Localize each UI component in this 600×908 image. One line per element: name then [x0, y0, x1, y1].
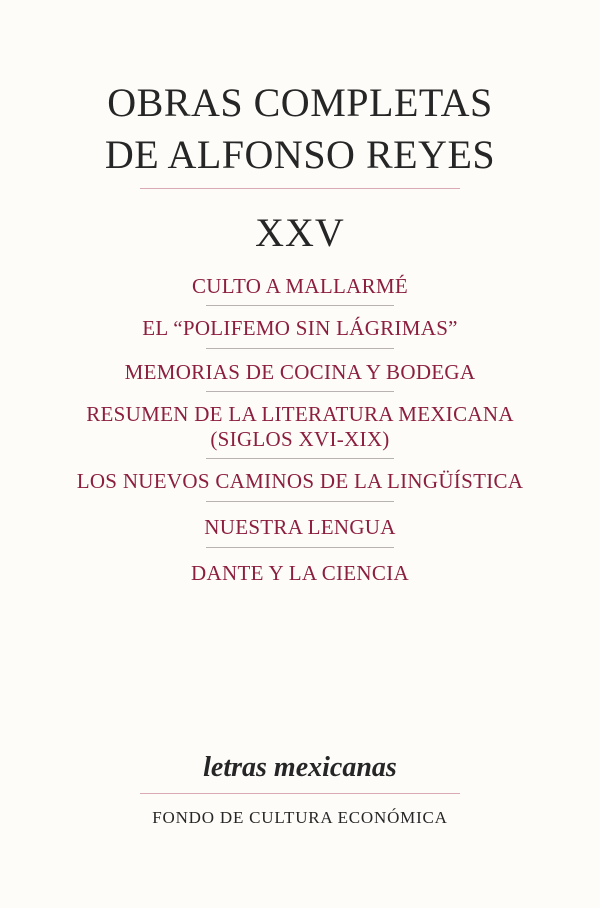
- work-divider: [206, 501, 394, 502]
- work-divider: [206, 305, 394, 306]
- series-name: letras mexicanas: [203, 752, 397, 783]
- publisher-name: FONDO DE CULTURA ECONÓMICA: [152, 808, 448, 827]
- title-line-2: DE ALFONSO REYES: [104, 132, 496, 177]
- work-title: EL “POLIFEMO SIN LÁGRIMAS”: [142, 316, 458, 340]
- work-title: DANTE Y LA CIENCIA: [191, 561, 409, 585]
- work-title: RESUMEN DE LA LITERATURA MEXICANA: [86, 402, 514, 426]
- work-title: CULTO A MALLARMÉ: [192, 274, 408, 298]
- work-divider: [206, 458, 394, 459]
- work-title: LOS NUEVOS CAMINOS DE LA LINGÜÍSTICA: [76, 469, 524, 493]
- work-subtitle: (SIGLOS XVI-XIX): [210, 427, 390, 451]
- work-divider: [206, 391, 394, 392]
- work-divider: [206, 547, 394, 548]
- title-divider: [140, 188, 460, 189]
- work-title: NUESTRA LENGUA: [204, 515, 396, 539]
- volume-number: XXV: [255, 210, 345, 255]
- work-title: MEMORIAS DE COCINA Y BODEGA: [124, 360, 476, 384]
- title-line-1: OBRAS COMPLETAS: [107, 80, 493, 125]
- work-divider: [206, 348, 394, 349]
- series-divider: [140, 793, 460, 794]
